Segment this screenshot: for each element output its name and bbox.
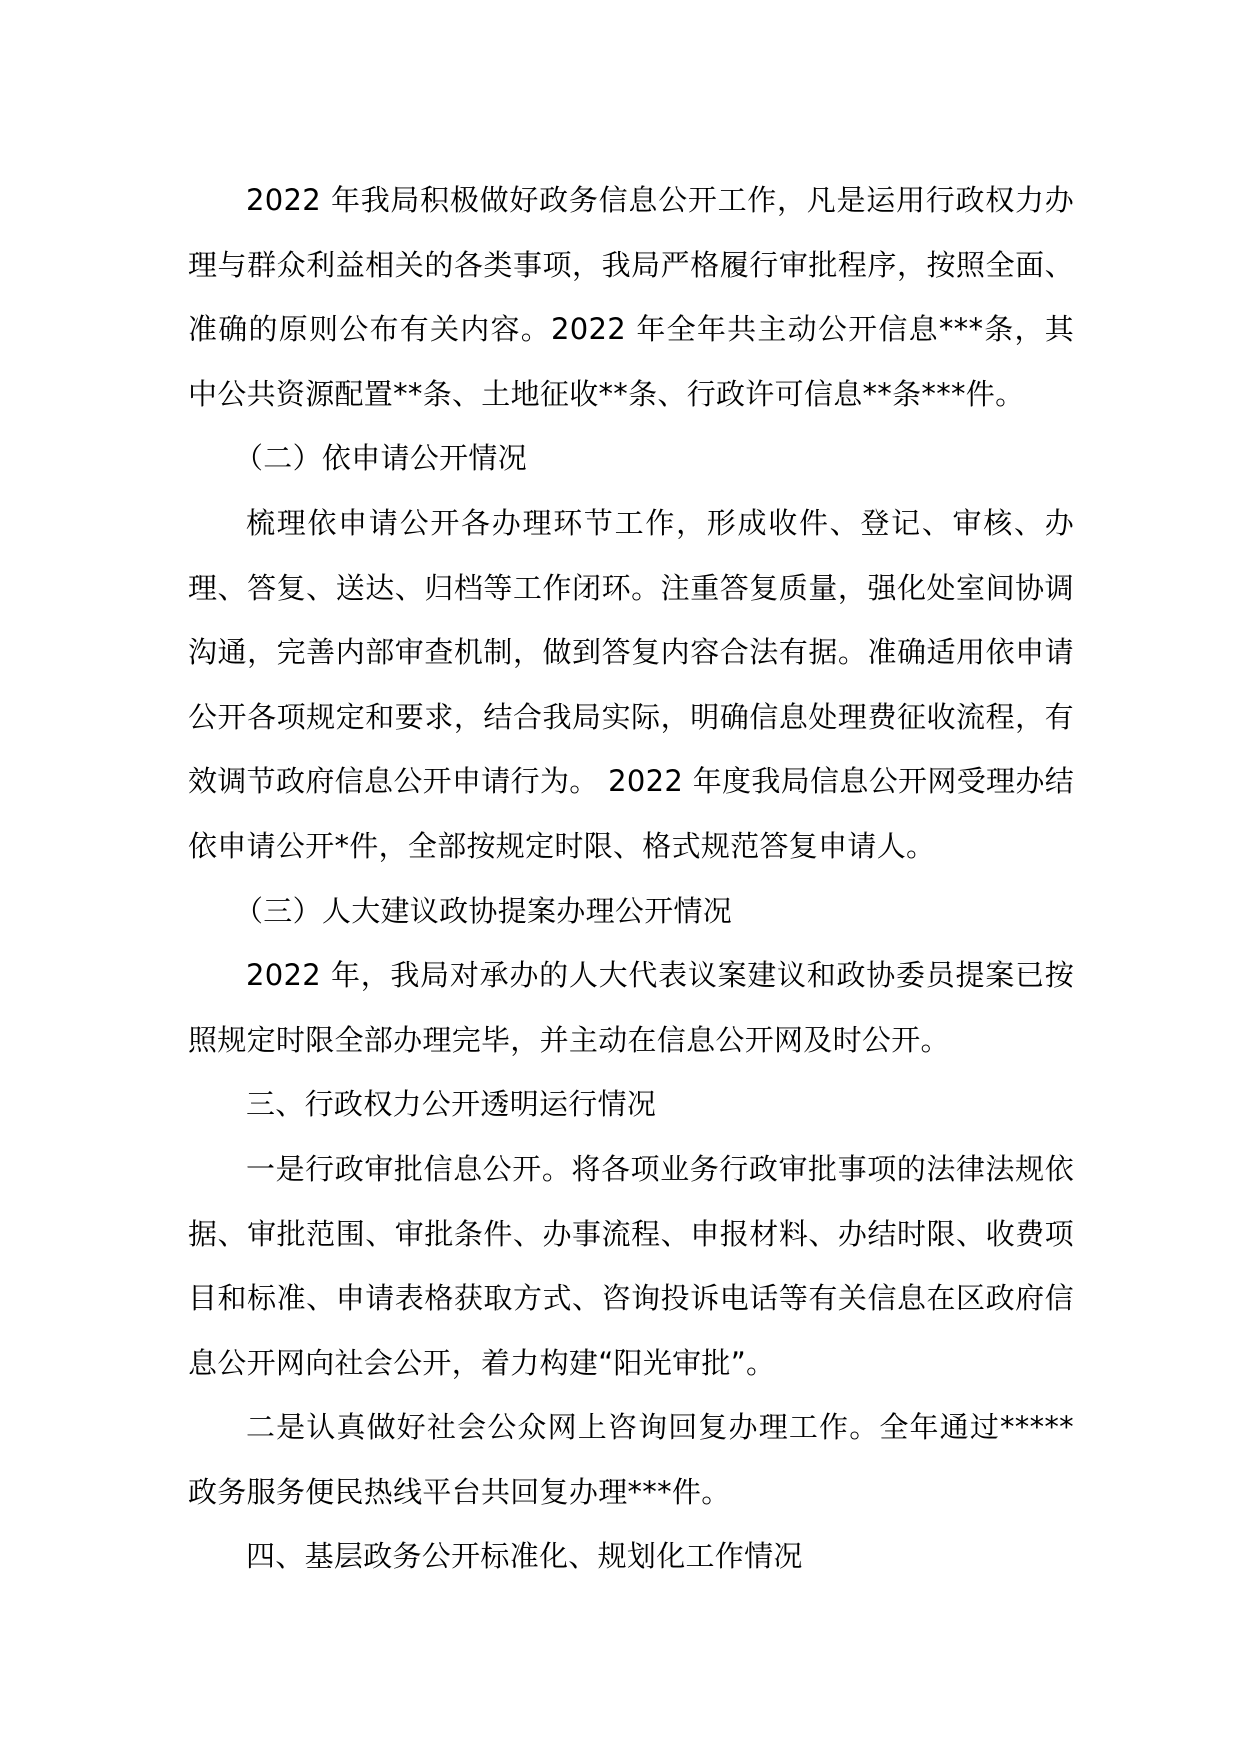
heading-grassroots-standardization: 四、基层政务公开标准化、规划化工作情况: [246, 1539, 803, 1574]
heading-administrative-power: 三、行政权力公开透明运行情况: [246, 1087, 657, 1122]
heading-application-disclosure: （二）依申请公开情况: [234, 441, 528, 476]
paragraph-proposal-handling: 2022 年，我局对承办的人大代表议案建议和政协委员提案已按照规定时限全部办理完毕，并主动在信息公开网及时公开。: [188, 958, 1074, 1057]
paragraph-approval-disclosure: 一是行政审批信息公开。将各项业务行政审批事项的法律法规依据、审批范围、审批条件、办事流程、申报材料、办结时限、收费项目和标准、申请表格获取方式、咨询投诉电话等有关信息在区政府信息公开网向社会公开，着力构建“阳光审批”。: [188, 1151, 1074, 1380]
paragraph-active-disclosure: 2022 年我局积极做好政务信息公开工作，凡是运用行政权力办理与群众利益相关的各类事项，我局严格履行审批程序，按照全面、准确的原则公布有关内容。2022 年全年共主动公开信息***条，其中公共资源配置**条、土地征收**条、行政许可信息**条***件。: [188, 183, 1074, 411]
heading-proposal-handling: （三）人大建议政协提案办理公开情况: [234, 893, 733, 928]
paragraph-application-disclosure: 梳理依申请公开各办理环节工作，形成收件、登记、审核、办理、答复、送达、归档等工作闭环。注重答复质量，强化处室间协调沟通，完善内部审查机制，做到答复内容合法有据。准确适用依申请公开各项规定和要求，结合我局实际，明确信息处理费征收流程，有效调节政府信息公开申请行为。 2022 年度我局信息公开网受理办结依申请公开*件，全部按规定时限、格式规范答复申请人。: [188, 505, 1074, 863]
paragraph-online-consultation: 二是认真做好社会公众网上咨询回复办理工作。全年通过*****政务服务便民热线平台共回复办理***件。: [188, 1410, 1074, 1509]
document-body: [188, 168, 1074, 1589]
